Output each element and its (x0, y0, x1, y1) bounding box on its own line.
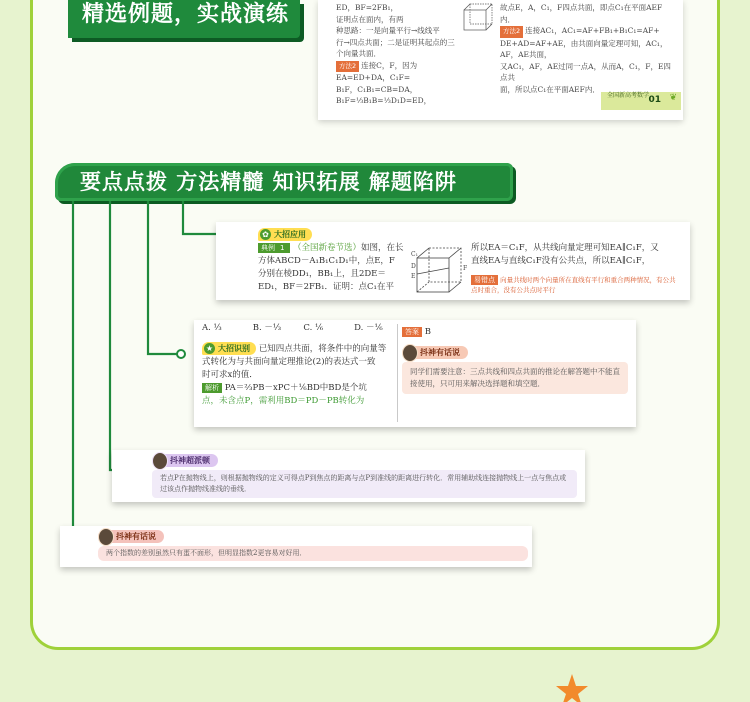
sample-line: 方法2 连接AC₁，AC₁=AF+FB₁+B₁C₁=AF+ (500, 25, 675, 38)
sample-page-right-column (500, 2, 675, 95)
example-line: 方体ABCD－A₁B₁C₁D₁中，点E，F (258, 256, 395, 266)
vertex-label: F (463, 265, 468, 272)
choice-b: B. －⅓ (252, 323, 282, 333)
extension-content (152, 454, 577, 498)
avatar (98, 528, 114, 546)
trap-content (98, 530, 528, 561)
page-number: 01 (648, 95, 661, 105)
avatar (152, 452, 168, 470)
method-line: 时可求x的值． (202, 370, 258, 380)
footer-text: 全国新高考数学 (607, 92, 650, 99)
vertex-label: E (411, 273, 416, 280)
example-label: 典例 1 (258, 243, 290, 253)
method-tag: 方法2 (500, 26, 523, 38)
teacher-tip-text: 同学们需要注意：三点共线和四点共面的推论在解答题中不能直接使用，只可用来解决选择题和填空题． (402, 362, 628, 394)
vertex-label: D (411, 263, 416, 270)
answer-label: 答案 (402, 327, 422, 337)
choice-d: D. －⅙ (354, 323, 383, 333)
example-line: ED₁，BF＝2FB₁．证明：点C₁在平 (258, 282, 394, 292)
sample-line: 方法2 连接C，F，因为EA=ED+DA，C₁F= (336, 60, 418, 82)
sample-line: B₁F，C₁B₁=CB=DA，B₁F=⅓B₁B=⅓D₁D=ED， (336, 84, 432, 105)
solution-line: 点，未含点P，需利用BD＝PD－PB转化为 (202, 396, 365, 406)
method-line: 式转化为与共面向量定理推论(2)的表达式一致 (202, 357, 376, 367)
method-card (194, 320, 636, 427)
star-icon (552, 672, 592, 702)
leaf-icon: ❦ (669, 93, 677, 103)
trap-title: 抖神有话说 (98, 530, 164, 543)
teacher-tip (402, 346, 628, 394)
extension-card (112, 450, 585, 502)
choice-a: A. ⅓ (202, 323, 222, 333)
section-banner-top (68, 0, 300, 38)
main-banner-title: 要点点拨 方法精髓 知识拓展 解题陷阱 (80, 170, 457, 194)
extension-title: 抖神超派顿 (152, 454, 218, 467)
answer-choices (202, 322, 392, 335)
method-text: ★ 大招识别 已知四点共面，将条件中的向量等 式转化为与共面向量定理推论(2)的表达式一致 时可求x的值． 解析 PA＝⅔PB－xPC＋⅙BD中BD是个坑 点，未含点P，需利用BD＝PD－PB转化为 (202, 342, 398, 408)
method-tag: 方法2 (336, 61, 359, 73)
sample-page-left-column (336, 2, 456, 107)
avatar (402, 344, 418, 362)
sample-line: 又AC₁，AF，AE过同一点A，从而A，C₁，F，E四点共 (500, 61, 671, 82)
trap-text: 两个指数的差别虽然只有蛋不面形，但明显指数2更容易对好用． (98, 546, 528, 561)
example-number: 1 (277, 243, 287, 253)
sample-line: AF，AE共面， (500, 50, 552, 59)
example-solution (471, 242, 681, 268)
vertex-label: C₁ (411, 251, 418, 258)
sample-line: 证明点在面内，有两 (336, 14, 404, 24)
section-banner-main (55, 163, 513, 201)
solution-line: 所以EA＝C₁F，从共线向量定理可知EA∥C₁F，又 (471, 243, 659, 253)
solution-line: 解析 PA＝⅔PB－xPC＋⅙BD中BD是个坑 (202, 382, 398, 395)
sample-line: 故点E，A，C₁，F四点共面，即点C₁在平面AEF内． (500, 3, 663, 24)
top-banner-title: 精选例题，实战演练 (82, 2, 290, 27)
example-source: （全国新卷节选） (292, 243, 361, 253)
sample-line: 行→四点共面；二是证明其起点的三个向量共面． (336, 37, 455, 58)
page-footer (601, 92, 681, 110)
answer (402, 326, 431, 339)
solution-label: 解析 (202, 383, 222, 393)
runner-icon: ★ (205, 344, 214, 353)
example-line: 分别在棱DD₁，BB₁上，且2DE＝ (258, 269, 386, 279)
column-divider (397, 324, 398, 422)
teacher-tip-title: 抖神有话说 (402, 346, 468, 359)
sample-line: 种思路：一是向量平行→线线平 (336, 26, 440, 35)
example-text: ✿ 大招应用 典例 1 （全国新卷节选）如图，在长 方体ABCD－A₁B₁C₁D₁中，点E，F 分别在棱DD₁，BB₁上，且2DE＝ ED₁，BF＝2FB₁．证明：点C₁在平 (258, 228, 406, 294)
error-prone-note: 易错点 向量共线时两个向量所在直线有平行和重合两种情况，有公共点时重合，没有公共点时平行 (471, 276, 676, 294)
sample-line: 面，所以点C₁在平面AEF内． (500, 84, 600, 94)
strategy-badge: ✿ 大招应用 (258, 228, 312, 241)
choice-c: C. ⅙ (303, 323, 324, 333)
example-card (216, 222, 690, 300)
sample-line: DE+AD=AF+AE，由共面向量定理可知，AC₁， (500, 38, 668, 48)
strategy-badge: ★ 大招识别 (202, 342, 256, 355)
sample-page-preview (318, 0, 683, 120)
trap-card (60, 526, 532, 567)
gear-icon: ✿ (260, 229, 271, 240)
cuboid-figure (411, 244, 469, 296)
extension-text: 若点P在抛物线上，则根据抛物线的定义可得点P到焦点的距离与点P到准线的距离进行转化．常用辅助线连接抛物线上一点与焦点或过该点作抛物线准线的垂线． (152, 470, 577, 498)
solution-line: 直线EA与直线C₁F没有公共点，所以EA∥C₁F， (471, 256, 651, 266)
error-prone-tag: 易错点 (471, 275, 498, 285)
sample-line: ED，BF=2FB₁， (336, 3, 398, 12)
answer-value: B (424, 327, 431, 337)
cube-figure-small (458, 2, 496, 32)
